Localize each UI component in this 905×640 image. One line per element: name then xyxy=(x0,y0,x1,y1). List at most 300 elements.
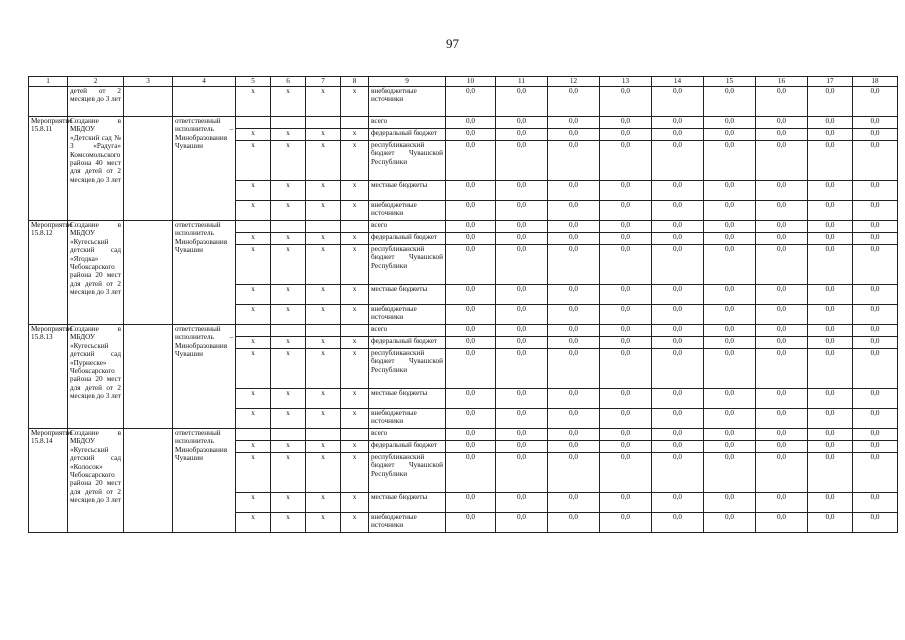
mark-cell: х xyxy=(236,409,271,429)
value-cell: 0,0 xyxy=(853,337,898,349)
value-cell: 0,0 xyxy=(652,87,704,117)
value-cell: 0,0 xyxy=(704,493,756,513)
value-cell: 0,0 xyxy=(704,181,756,201)
mark-cell: х xyxy=(306,245,341,285)
value-cell: 0,0 xyxy=(548,337,600,349)
table-row xyxy=(29,87,898,117)
value-cell: 0,0 xyxy=(808,181,853,201)
value-cell: 0,0 xyxy=(548,429,600,441)
value-cell: 0,0 xyxy=(600,201,652,221)
value-cell: 0,0 xyxy=(853,513,898,533)
value-cell: 0,0 xyxy=(808,325,853,337)
value-cell: 0,0 xyxy=(496,337,548,349)
mark-cell: х xyxy=(306,141,341,181)
value-cell: 0,0 xyxy=(652,181,704,201)
value-cell: 0,0 xyxy=(600,337,652,349)
mark-cell: х xyxy=(306,441,341,453)
mark-cell: х xyxy=(341,245,369,285)
value-cell: 0,0 xyxy=(808,337,853,349)
column-number: 9 xyxy=(369,77,446,87)
value-cell: 0,0 xyxy=(756,305,808,325)
mark-cell: х xyxy=(306,409,341,429)
empty-cell xyxy=(124,117,173,221)
mark-cell xyxy=(341,325,369,337)
value-cell: 0,0 xyxy=(808,349,853,389)
mark-cell: х xyxy=(271,337,306,349)
value-cell: 0,0 xyxy=(496,221,548,233)
value-cell: 0,0 xyxy=(446,305,496,325)
funding-source: республиканский бюджет Чувашской Республики xyxy=(369,453,446,493)
mark-cell xyxy=(271,117,306,129)
column-number: 10 xyxy=(446,77,496,87)
value-cell: 0,0 xyxy=(756,129,808,141)
value-cell: 0,0 xyxy=(548,285,600,305)
value-cell: 0,0 xyxy=(548,233,600,245)
value-cell: 0,0 xyxy=(548,513,600,533)
value-cell: 0,0 xyxy=(446,285,496,305)
mark-cell: х xyxy=(236,233,271,245)
mark-cell: х xyxy=(271,233,306,245)
value-cell: 0,0 xyxy=(548,221,600,233)
value-cell: 0,0 xyxy=(446,117,496,129)
value-cell: 0,0 xyxy=(548,245,600,285)
value-cell: 0,0 xyxy=(704,201,756,221)
column-number-row xyxy=(29,77,898,87)
value-cell: 0,0 xyxy=(853,129,898,141)
mark-cell: х xyxy=(271,285,306,305)
mark-cell: х xyxy=(341,453,369,493)
value-cell: 0,0 xyxy=(652,441,704,453)
value-cell: 0,0 xyxy=(446,493,496,513)
value-cell: 0,0 xyxy=(652,245,704,285)
value-cell: 0,0 xyxy=(496,201,548,221)
value-cell: 0,0 xyxy=(652,325,704,337)
value-cell: 0,0 xyxy=(756,285,808,305)
value-cell: 0,0 xyxy=(652,453,704,493)
mark-cell: х xyxy=(236,493,271,513)
value-cell: 0,0 xyxy=(496,117,548,129)
mark-cell: х xyxy=(341,201,369,221)
value-cell: 0,0 xyxy=(496,129,548,141)
column-number: 4 xyxy=(173,77,236,87)
value-cell: 0,0 xyxy=(756,221,808,233)
measure-label xyxy=(29,87,68,117)
value-cell: 0,0 xyxy=(652,409,704,429)
mark-cell xyxy=(271,221,306,233)
value-cell: 0,0 xyxy=(756,389,808,409)
value-cell: 0,0 xyxy=(548,493,600,513)
value-cell: 0,0 xyxy=(853,493,898,513)
value-cell: 0,0 xyxy=(548,129,600,141)
value-cell: 0,0 xyxy=(496,513,548,533)
value-cell: 0,0 xyxy=(704,441,756,453)
value-cell: 0,0 xyxy=(600,129,652,141)
value-cell: 0,0 xyxy=(446,453,496,493)
value-cell: 0,0 xyxy=(853,87,898,117)
value-cell: 0,0 xyxy=(600,325,652,337)
funding-source: республиканский бюджет Чувашской Республики xyxy=(369,141,446,181)
column-number: 15 xyxy=(704,77,756,87)
value-cell: 0,0 xyxy=(756,429,808,441)
funding-source: внебюджетные источники xyxy=(369,409,446,429)
mark-cell: х xyxy=(341,389,369,409)
page-number: 97 xyxy=(446,36,459,51)
empty-cell xyxy=(124,87,173,117)
mark-cell: х xyxy=(341,441,369,453)
value-cell: 0,0 xyxy=(496,429,548,441)
mark-cell: х xyxy=(271,493,306,513)
value-cell: 0,0 xyxy=(446,141,496,181)
measure-description: Создание в МБДОУ «Кугесьский детский сад «Пурнеске» Чебоксарского района 20 мест для детей от 2 месяцев до 3 лет xyxy=(68,325,124,429)
mark-cell: х xyxy=(306,493,341,513)
empty-cell xyxy=(124,221,173,325)
mark-cell: х xyxy=(236,441,271,453)
mark-cell: х xyxy=(306,129,341,141)
value-cell: 0,0 xyxy=(548,181,600,201)
mark-cell: х xyxy=(306,285,341,305)
funding-source: местные бюджеты xyxy=(369,285,446,305)
measure-description: Создание в МБДОУ «Детский сад № 3 «Радуга» Комсомольского района 40 мест для детей от 2 месяцев до 3 лет xyxy=(68,117,124,221)
value-cell: 0,0 xyxy=(600,285,652,305)
value-cell: 0,0 xyxy=(446,233,496,245)
mark-cell: х xyxy=(236,453,271,493)
column-number: 11 xyxy=(496,77,548,87)
mark-cell: х xyxy=(271,129,306,141)
value-cell: 0,0 xyxy=(704,453,756,493)
mark-cell: х xyxy=(271,245,306,285)
value-cell: 0,0 xyxy=(548,453,600,493)
value-cell: 0,0 xyxy=(808,141,853,181)
value-cell: 0,0 xyxy=(652,201,704,221)
mark-cell: х xyxy=(236,285,271,305)
value-cell: 0,0 xyxy=(548,305,600,325)
value-cell: 0,0 xyxy=(853,453,898,493)
value-cell: 0,0 xyxy=(853,325,898,337)
value-cell: 0,0 xyxy=(853,349,898,389)
responsible-cell: ответственный исполнитель Минобразования Чувашии xyxy=(173,429,236,533)
column-number: 16 xyxy=(756,77,808,87)
table-row xyxy=(29,117,898,129)
value-cell: 0,0 xyxy=(600,181,652,201)
value-cell: 0,0 xyxy=(652,389,704,409)
mark-cell: х xyxy=(341,141,369,181)
value-cell: 0,0 xyxy=(496,493,548,513)
value-cell: 0,0 xyxy=(600,389,652,409)
value-cell: 0,0 xyxy=(756,441,808,453)
mark-cell: х xyxy=(341,285,369,305)
funding-source: всего xyxy=(369,117,446,129)
mark-cell: х xyxy=(271,349,306,389)
value-cell: 0,0 xyxy=(496,233,548,245)
responsible-cell: ответственный исполнитель – Минобразования Чувашии xyxy=(173,325,236,429)
value-cell: 0,0 xyxy=(704,513,756,533)
column-number: 18 xyxy=(853,77,898,87)
funding-source: федеральный бюджет xyxy=(369,233,446,245)
value-cell: 0,0 xyxy=(652,429,704,441)
mark-cell xyxy=(341,117,369,129)
value-cell: 0,0 xyxy=(808,233,853,245)
value-cell: 0,0 xyxy=(756,325,808,337)
value-cell: 0,0 xyxy=(756,117,808,129)
mark-cell: х xyxy=(236,305,271,325)
table-row xyxy=(29,221,898,233)
value-cell: 0,0 xyxy=(496,453,548,493)
measure-label: Мероприятие 15.8.14 xyxy=(29,429,68,533)
value-cell: 0,0 xyxy=(446,201,496,221)
value-cell: 0,0 xyxy=(652,117,704,129)
mark-cell: х xyxy=(341,409,369,429)
value-cell: 0,0 xyxy=(600,245,652,285)
value-cell: 0,0 xyxy=(600,305,652,325)
value-cell: 0,0 xyxy=(446,325,496,337)
value-cell: 0,0 xyxy=(600,429,652,441)
mark-cell: х xyxy=(341,181,369,201)
value-cell: 0,0 xyxy=(853,233,898,245)
value-cell: 0,0 xyxy=(756,513,808,533)
empty-cell xyxy=(124,429,173,533)
mark-cell xyxy=(236,221,271,233)
value-cell: 0,0 xyxy=(600,441,652,453)
column-number: 7 xyxy=(306,77,341,87)
measure-description: детей от 2 месяцев до 3 лет xyxy=(68,87,124,117)
funding-source: внебюджетные источники xyxy=(369,305,446,325)
value-cell: 0,0 xyxy=(496,441,548,453)
column-number: 1 xyxy=(29,77,68,87)
column-number: 5 xyxy=(236,77,271,87)
funding-source: местные бюджеты xyxy=(369,493,446,513)
funding-source: всего xyxy=(369,221,446,233)
value-cell: 0,0 xyxy=(446,245,496,285)
value-cell: 0,0 xyxy=(652,233,704,245)
value-cell: 0,0 xyxy=(548,349,600,389)
mark-cell: х xyxy=(306,233,341,245)
value-cell: 0,0 xyxy=(446,87,496,117)
mark-cell xyxy=(306,221,341,233)
value-cell: 0,0 xyxy=(652,141,704,181)
value-cell: 0,0 xyxy=(600,513,652,533)
mark-cell: х xyxy=(271,513,306,533)
value-cell: 0,0 xyxy=(496,141,548,181)
value-cell: 0,0 xyxy=(652,285,704,305)
value-cell: 0,0 xyxy=(446,181,496,201)
value-cell: 0,0 xyxy=(496,181,548,201)
column-number: 14 xyxy=(652,77,704,87)
mark-cell: х xyxy=(341,87,369,117)
value-cell: 0,0 xyxy=(756,245,808,285)
mark-cell xyxy=(236,429,271,441)
measure-label: Мероприятие 15.8.11 xyxy=(29,117,68,221)
column-number: 17 xyxy=(808,77,853,87)
value-cell: 0,0 xyxy=(704,245,756,285)
mark-cell: х xyxy=(341,493,369,513)
value-cell: 0,0 xyxy=(652,337,704,349)
value-cell: 0,0 xyxy=(756,349,808,389)
value-cell: 0,0 xyxy=(652,129,704,141)
value-cell: 0,0 xyxy=(853,441,898,453)
mark-cell xyxy=(341,221,369,233)
mark-cell xyxy=(236,325,271,337)
mark-cell: х xyxy=(271,141,306,181)
funding-source: внебюджетные источники xyxy=(369,87,446,117)
value-cell: 0,0 xyxy=(652,513,704,533)
column-number: 13 xyxy=(600,77,652,87)
value-cell: 0,0 xyxy=(704,141,756,181)
value-cell: 0,0 xyxy=(496,245,548,285)
column-number: 3 xyxy=(124,77,173,87)
funding-source: федеральный бюджет xyxy=(369,441,446,453)
value-cell: 0,0 xyxy=(704,233,756,245)
table-row xyxy=(29,325,898,337)
value-cell: 0,0 xyxy=(446,337,496,349)
mark-cell xyxy=(341,429,369,441)
mark-cell: х xyxy=(271,305,306,325)
value-cell: 0,0 xyxy=(808,285,853,305)
funding-source: местные бюджеты xyxy=(369,181,446,201)
value-cell: 0,0 xyxy=(446,349,496,389)
mark-cell xyxy=(236,117,271,129)
funding-source: всего xyxy=(369,325,446,337)
value-cell: 0,0 xyxy=(756,409,808,429)
value-cell: 0,0 xyxy=(652,493,704,513)
mark-cell: х xyxy=(236,245,271,285)
value-cell: 0,0 xyxy=(808,129,853,141)
value-cell: 0,0 xyxy=(853,141,898,181)
mark-cell: х xyxy=(341,233,369,245)
funding-source: федеральный бюджет xyxy=(369,129,446,141)
value-cell: 0,0 xyxy=(600,117,652,129)
value-cell: 0,0 xyxy=(756,201,808,221)
value-cell: 0,0 xyxy=(600,409,652,429)
value-cell: 0,0 xyxy=(600,221,652,233)
empty-cell xyxy=(124,325,173,429)
budget-table-body xyxy=(29,77,898,533)
value-cell: 0,0 xyxy=(808,245,853,285)
mark-cell xyxy=(271,429,306,441)
value-cell: 0,0 xyxy=(704,389,756,409)
value-cell: 0,0 xyxy=(756,141,808,181)
measure-label: Мероприятие 15.8.13 xyxy=(29,325,68,429)
mark-cell xyxy=(306,325,341,337)
mark-cell: х xyxy=(341,513,369,533)
column-number: 2 xyxy=(68,77,124,87)
value-cell: 0,0 xyxy=(496,305,548,325)
mark-cell xyxy=(271,325,306,337)
mark-cell: х xyxy=(271,389,306,409)
column-number: 8 xyxy=(341,77,369,87)
value-cell: 0,0 xyxy=(704,221,756,233)
value-cell: 0,0 xyxy=(446,129,496,141)
value-cell: 0,0 xyxy=(704,325,756,337)
value-cell: 0,0 xyxy=(853,305,898,325)
mark-cell: х xyxy=(271,441,306,453)
value-cell: 0,0 xyxy=(446,429,496,441)
value-cell: 0,0 xyxy=(808,513,853,533)
mark-cell: х xyxy=(236,181,271,201)
value-cell: 0,0 xyxy=(600,349,652,389)
value-cell: 0,0 xyxy=(548,87,600,117)
measure-description: Создание в МБДОУ «Кугесьский детский сад «Колосок» Чебоксарского района 20 мест для детей от 2 месяцев до 3 лет xyxy=(68,429,124,533)
value-cell: 0,0 xyxy=(756,493,808,513)
mark-cell: х xyxy=(236,337,271,349)
responsible-cell: ответственный исполнитель – Минобразования Чувашии xyxy=(173,117,236,221)
value-cell: 0,0 xyxy=(548,441,600,453)
value-cell: 0,0 xyxy=(446,221,496,233)
mark-cell: х xyxy=(271,409,306,429)
value-cell: 0,0 xyxy=(853,409,898,429)
value-cell: 0,0 xyxy=(808,117,853,129)
mark-cell: х xyxy=(236,87,271,117)
mark-cell: х xyxy=(341,337,369,349)
funding-source: внебюджетные источники xyxy=(369,201,446,221)
value-cell: 0,0 xyxy=(496,285,548,305)
value-cell: 0,0 xyxy=(652,221,704,233)
value-cell: 0,0 xyxy=(600,233,652,245)
value-cell: 0,0 xyxy=(496,349,548,389)
funding-source: федеральный бюджет xyxy=(369,337,446,349)
mark-cell: х xyxy=(236,389,271,409)
value-cell: 0,0 xyxy=(446,513,496,533)
mark-cell xyxy=(306,117,341,129)
mark-cell: х xyxy=(236,129,271,141)
value-cell: 0,0 xyxy=(808,409,853,429)
mark-cell: х xyxy=(271,201,306,221)
value-cell: 0,0 xyxy=(808,201,853,221)
value-cell: 0,0 xyxy=(853,117,898,129)
value-cell: 0,0 xyxy=(853,181,898,201)
mark-cell: х xyxy=(236,141,271,181)
mark-cell: х xyxy=(306,181,341,201)
mark-cell: х xyxy=(236,349,271,389)
value-cell: 0,0 xyxy=(853,285,898,305)
mark-cell: х xyxy=(271,87,306,117)
value-cell: 0,0 xyxy=(548,325,600,337)
value-cell: 0,0 xyxy=(704,337,756,349)
value-cell: 0,0 xyxy=(808,87,853,117)
value-cell: 0,0 xyxy=(446,441,496,453)
table-row xyxy=(29,429,898,441)
value-cell: 0,0 xyxy=(600,141,652,181)
funding-source: внебюджетные источники xyxy=(369,513,446,533)
value-cell: 0,0 xyxy=(853,201,898,221)
value-cell: 0,0 xyxy=(446,389,496,409)
value-cell: 0,0 xyxy=(704,349,756,389)
value-cell: 0,0 xyxy=(756,181,808,201)
mark-cell: х xyxy=(236,513,271,533)
value-cell: 0,0 xyxy=(496,389,548,409)
value-cell: 0,0 xyxy=(808,429,853,441)
mark-cell: х xyxy=(341,349,369,389)
value-cell: 0,0 xyxy=(808,221,853,233)
mark-cell: х xyxy=(306,453,341,493)
value-cell: 0,0 xyxy=(704,409,756,429)
column-number: 6 xyxy=(271,77,306,87)
value-cell: 0,0 xyxy=(704,305,756,325)
value-cell: 0,0 xyxy=(853,429,898,441)
value-cell: 0,0 xyxy=(808,441,853,453)
measure-label: Мероприятие 15.8.12 xyxy=(29,221,68,325)
budget-table xyxy=(28,76,898,533)
value-cell: 0,0 xyxy=(548,141,600,181)
value-cell: 0,0 xyxy=(808,305,853,325)
value-cell: 0,0 xyxy=(756,337,808,349)
value-cell: 0,0 xyxy=(496,325,548,337)
funding-source: местные бюджеты xyxy=(369,389,446,409)
mark-cell: х xyxy=(306,305,341,325)
value-cell: 0,0 xyxy=(600,493,652,513)
mark-cell: х xyxy=(306,349,341,389)
funding-source: республиканский бюджет Чувашской Республики xyxy=(369,245,446,285)
value-cell: 0,0 xyxy=(600,453,652,493)
